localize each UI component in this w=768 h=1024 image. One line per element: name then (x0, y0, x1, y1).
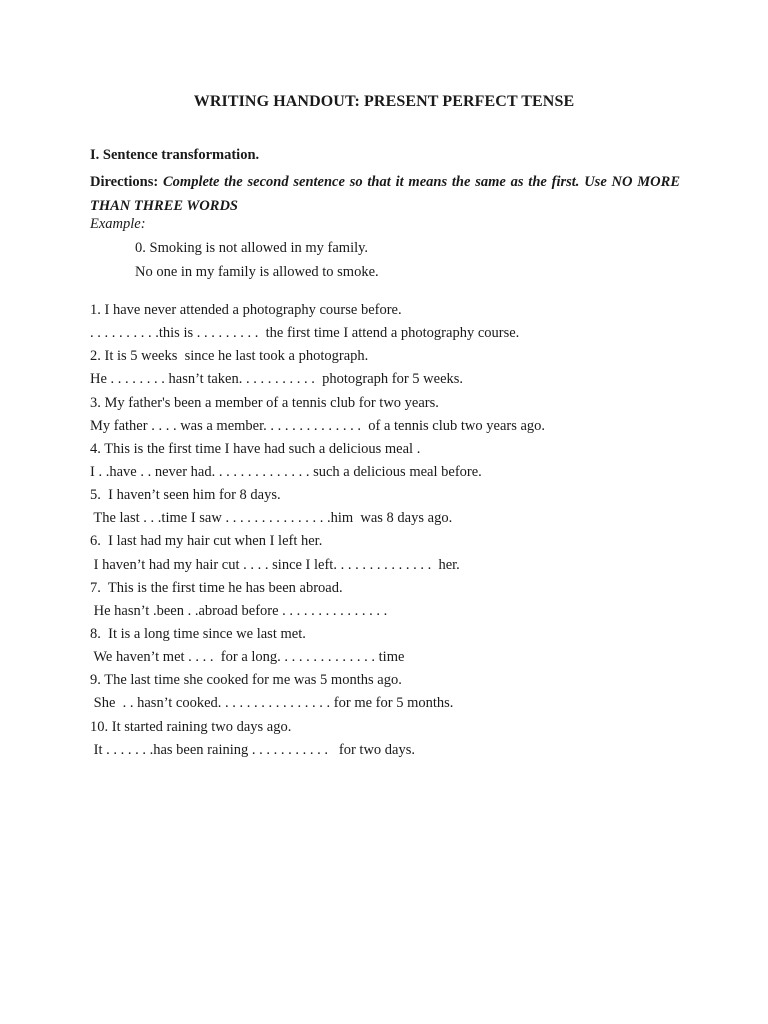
item-answer: I haven’t had my hair cut . . . . since I left. . . . . . . . . . . . . . her. (90, 556, 460, 573)
item-answer: She . . hasn’t cooked. . . . . . . . . . . . . . . . for me for 5 months. (90, 695, 454, 712)
exercise-item-6 (90, 530, 690, 576)
example-label: Example: (90, 216, 146, 232)
section-heading: I. Sentence transformation. (90, 147, 260, 163)
item-original: 9. The last time she cooked for me was 5 months ago. (90, 672, 402, 689)
example-original: 0. Smoking is not allowed in my family. (135, 240, 369, 256)
exercise-list (90, 299, 690, 762)
item-original: 5. I haven’t seen him for 8 days. (90, 487, 281, 504)
item-answer: I . .have . . never had. . . . . . . . . . . . . . such a delicious meal before. (90, 463, 482, 480)
exercise-item-7 (90, 577, 690, 623)
directions-label: Directions: (90, 174, 159, 190)
item-answer: The last . . .time I saw . . . . . . . . . . . . . . .him was 8 days ago. (90, 510, 453, 527)
exercise-item-1 (90, 299, 690, 345)
exercise-item-3 (90, 392, 690, 438)
item-original: 7. This is the first time he has been abroad. (90, 579, 343, 596)
item-original: 2. It is 5 weeks since he last took a photograph. (90, 348, 369, 365)
item-answer: He . . . . . . . . hasn’t taken. . . . . . . . . . . photograph for 5 weeks. (90, 371, 464, 388)
item-answer: We haven’t met . . . . for a long. . . . . . . . . . . . . . time (90, 649, 405, 666)
page-title: WRITING HANDOUT: PRESENT PERFECT TENSE (193, 93, 575, 110)
item-answer: My father . . . . was a member. . . . . . . . . . . . . . of a tennis club two years ago. (90, 417, 546, 434)
item-original: 1. I have never attended a photography course before. (90, 302, 402, 318)
item-original: 10. It started raining two days ago. (90, 718, 292, 735)
item-original: 8. It is a long time since we last met. (90, 625, 306, 642)
exercise-item-5 (90, 484, 690, 530)
exercise-item-8 (90, 623, 690, 669)
example-answer: No one in my family is allowed to smoke. (135, 264, 379, 280)
exercise-item-9 (90, 669, 690, 715)
directions-text: Complete the second sentence so that it means the same as the first. Use NO MORE THAN THREE WORDS (90, 174, 680, 214)
exercise-item-2 (90, 345, 690, 391)
item-original: 6. I last had my hair cut when I left her. (90, 533, 323, 550)
item-original: 4. This is the first time I have had such a delicious meal . (90, 440, 421, 457)
exercise-item-10 (90, 716, 690, 762)
item-answer: He hasn’t .been . .abroad before . . . . . . . . . . . . . . . (90, 602, 388, 619)
item-answer: . . . . . . . . . .this is . . . . . . . . . the first time I attend a photography course. (90, 325, 520, 342)
item-answer: It . . . . . . .has been raining . . . . . . . . . . . for two days. (90, 741, 415, 758)
exercise-item-4 (90, 438, 690, 484)
directions (90, 170, 680, 218)
item-original: 3. My father's been a member of a tennis club for two years. (90, 394, 439, 411)
